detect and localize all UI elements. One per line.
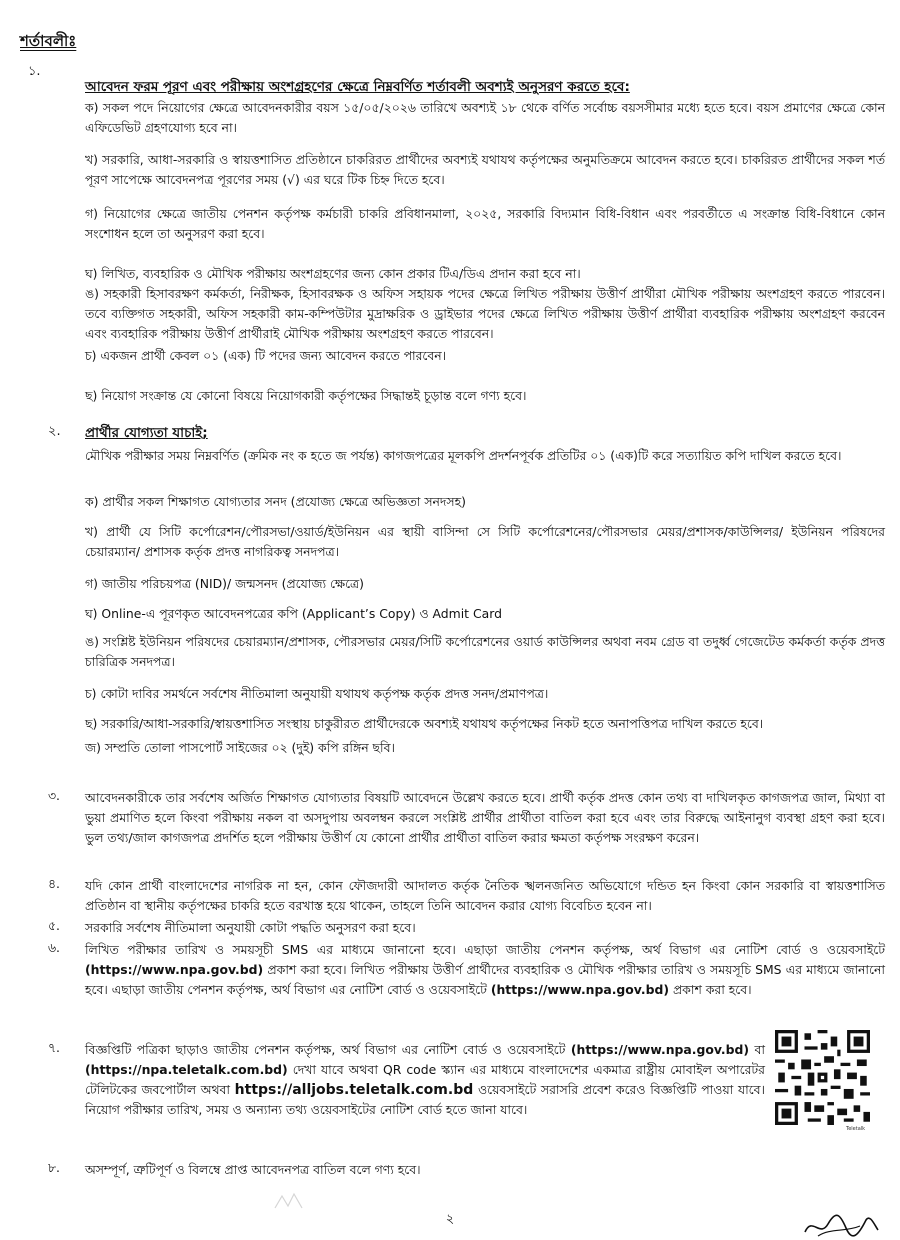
point-6-link-a[interactable]: (https://www.npa.gov.bd) — [85, 962, 264, 977]
point-7-text-a: বিজ্ঞপ্তিটি পত্রিকা ছাড়াও জাতীয় পেনশন কর্তৃপক্ষ, অর্থ বিভাগ এর নোটিশ বোর্ড ও ওয়েবসাইটে — [85, 1042, 566, 1057]
point-6-link-b[interactable]: (https://www.npa.gov.bd) — [490, 982, 669, 997]
point-4-number: ৪. — [48, 876, 60, 891]
point-7-number: ৭. — [48, 1040, 60, 1055]
point-6-number: ৬. — [48, 940, 60, 955]
point-5-number: ৫. — [48, 918, 60, 933]
point-5-text: সরকারি সর্বশেষ নীতিমালা অনুযায়ী কোটা পদ্ধতি অনুসরণ করা হবে। — [85, 920, 416, 935]
section-1-number: ১. — [28, 64, 41, 79]
page-number: ২ — [445, 1212, 455, 1227]
section-1-item-kha: খ) সরকারি, আধা-সরকারি ও স্বায়ত্তশাসিত প্রতিষ্ঠানে চাকরিরত প্রার্থীদের অবশ্যই যথাযথ কর্তৃপক্ষের অনুমতিক্রমে আবেদন করতে হবে। চাকরিরত প্রার্থীদের সকল শর্ত পূরণ সাপেক্ষে আবেদনপত্র পূরণের সময় (√) এর ঘরে টিক চিহ্ন দিতে হবে। — [85, 152, 885, 187]
qr-caption: Teletalk — [846, 1126, 866, 1132]
section-1-item-umo: ঙ) সহকারী হিসাবরক্ষণ কর্মকর্তা, নিরীক্ষক, হিসাবরক্ষক ও অফিস সহায়ক পদের ক্ষেত্রে লিখিত পরীক্ষায় উত্তীর্ণ প্রার্থীরা মৌখিক পরীক্ষায় অংশগ্রহণ করতে পারবেন। তবে ব্যক্তিগত সহকারী, অফিস সহকারী কাম-কম্পিউটার মুদ্রাক্ষরিক ও ড্রাইভার পদের ক্ষেত্রে লিখিত পরীক্ষায় উত্তীর্ণ প্রার্থীরা ব্যবহারিক পরীক্ষায় অংশগ্রহণ করবেন এবং ব্যবহারিক পরীক্ষায় উত্তীর্ণ প্রার্থীরাই মৌখিক পরীক্ষায় অংশগ্রহণ করতে পারবেন। — [85, 286, 885, 341]
section-2-item-umo: ঙ) সংশ্লিষ্ট ইউনিয়ন পরিষদের চেয়ারম্যান/প্রশাসক, পৌরসভার মেয়র/সিটি কর্পোরেশনের ওয়ার্ড কাউন্সিলর অথবা নবম গ্রেড বা তদুর্ধ্ব গেজেটেড কর্মকর্তা কর্তৃক প্রদত্ত চারিত্রিক সনদপত্র। — [85, 634, 885, 669]
section-1-item-gha: ঘ) লিখিত, ব্যবহারিক ও মৌখিক পরীক্ষায় অংশগ্রহণের জন্য কোন প্রকার টিএ/ডিএ প্রদান করা হবে না। — [85, 266, 581, 281]
point-8-text: অসম্পূর্ণ, ত্রুটিপূর্ণ ও বিলম্বে প্রাপ্ত আবেদনপত্র বাতিল বলে গণ্য হবে। — [85, 1162, 421, 1177]
section-2-number: ২. — [48, 424, 61, 439]
point-7-text-c: দেখা যাবে অথবা QR code স্ক্যান এর মাধ্যমে বাংলাদেশের একমাত্র রাষ্ট্রীয় মোবাইল অপারেটর টেলিটকের জবপোর্টাল অথবা — [85, 1062, 765, 1097]
section-2-item-ka: ক) প্রার্থীর সকল শিক্ষাগত যোগ্যতার সনদ (প্রযোজ্য ক্ষেত্রে অভিজ্ঞতা সনদসহ) — [85, 494, 466, 509]
point-7-text-d: ওয়েবসাইটে সরাসরি প্রবেশ করেও বিজ্ঞপ্তিটি পাওয়া যাবে। নিয়োগ পরীক্ষার তারিখ, সময় ও অন্যান্য তথ্য ওয়েবসাইটের নোটিশ বোর্ড হতে জানা যাবে। — [85, 1082, 765, 1117]
point-4-text: যদি কোন প্রার্থী বাংলাদেশের নাগরিক না হন, কোন ফৌজদারী আদালত কর্তৃক নৈতিক স্খলনজনিত অভিযোগে দন্ডিত হন কিংবা কোন সরকারি বা স্বায়ত্তশাসিত প্রতিষ্ঠান বা স্থানীয় কর্তৃপক্ষের চাকরি হতে বরখাস্ত হয়ে থাকেন, তাহলে তিনি আবেদন করার যোগ্য বিবেচিত হবেন না। — [85, 878, 885, 913]
section-1-item-ka: ক) সকল পদে নিয়োগের ক্ষেত্রে আবেদনকারীর বয়স ১৫/০৫/২০২৬ তারিখে অবশ্যই ১৮ থেকে বর্ণিত সর্বোচ্চ বয়সসীমার মধ্যে হতে হবে। বয়স প্রমাণের ক্ষেত্রে কোন এফিডেভিট গ্রহণযোগ্য হবে না। — [85, 100, 885, 135]
section-2-item-gha: ঘ) Online-এ পূরণকৃত আবেদনপত্রের কপি (Applicant’s Copy) ও Admit Card — [85, 606, 502, 621]
section-2-intro: মৌখিক পরীক্ষার সময় নিম্নবর্ণিত (ক্রমিক নং ক হতে জ পর্যন্ত) কাগজপত্রের মূলকপি প্রদর্শনপূর্বক প্রতিটির ০১ (এক)টি করে সত্যায়িত কপি দাখিল করতে হবে। — [85, 448, 842, 463]
handwritten-signature — [800, 1210, 880, 1240]
point-7-link-b[interactable]: (https://npa.teletalk.com.bd) — [85, 1062, 288, 1077]
point-3-text: আবেদনকারীকে তার সর্বশেষ অর্জিত শিক্ষাগত যোগ্যতার বিষয়টি আবেদনে উল্লেখ করতে হবে। প্রার্থী কর্তৃক প্রদত্ত কোন তথ্য বা দাখিলকৃত কাগজপত্র জাল, মিথ্যা বা ভুয়া প্রমাণিত হলে কিংবা পরীক্ষায় নকল বা অসদুপায় অবলম্বন করলে সংশ্লিষ্ট প্রার্থীর প্রার্থীতা বাতিল করা হবে এবং তার বিরুদ্ধে আইনানুগ ব্যবস্থা গ্রহণ করা হবে। ভুল তথ্য/জাল কাগজপত্র প্রদর্শিত হলে পরীক্ষায় উত্তীর্ণ যে কোনো প্রার্থীর প্রার্থীতা বাতিল করার ক্ষমতা কর্তৃপক্ষ সংরক্ষণ করেন। — [85, 790, 885, 845]
section-2-title: প্রার্থীর যোগ্যতা যাচাই; — [85, 425, 208, 441]
point-3-number: ৩. — [48, 788, 60, 803]
conditions-heading: শর্তাবলীঃ — [20, 32, 77, 50]
section-2-item-kha: খ) প্রার্থী যে সিটি কর্পোরেশন/পৌরসভা/ওয়ার্ড/ইউনিয়ন এর স্থায়ী বাসিন্দা সে সিটি কর্পোরেশনের/পৌরসভার মেয়র/প্রশাসক/কাউন্সিলর/ ইউনিয়ন পরিষদের চেয়ারম্যান/ প্রশাসক কর্তৃক প্রদত্ত নাগরিকত্ব সনদপত্র। — [85, 524, 885, 559]
section-2-item-cha: চ) কোটা দাবির সমর্থনে সর্বশেষ নীতিমালা অনুযায়ী যথাযথ কর্তৃপক্ষ কর্তৃক প্রদত্ত সনদ/প্রমাণপত্র। — [85, 686, 549, 701]
point-7-text-b: বা — [754, 1042, 765, 1057]
point-6-text — [85, 940, 885, 1000]
section-1-title: আবেদন ফরম পূরণ এবং পরীক্ষায় অংশগ্রহণের ক্ষেত্রে নিম্নবর্ণিত শর্তাবলী অবশ্যই অনুসরণ করতে হবে: — [85, 79, 630, 95]
section-2-item-jha: জ) সম্প্রতি তোলা পাসপোর্ট সাইজের ০২ (দুই) কপি রঙ্গিন ছবি। — [85, 740, 395, 755]
point-6-text-b: প্রকাশ করা হবে। লিখিত পরীক্ষায় উত্তীর্ণ প্রার্থীদের ব্যবহারিক ও মৌখিক পরীক্ষার তারিখ ও সময়সূচি SMS এর মাধ্যমে জানানো হবে। এছাড়া জাতীয় পেনশন কর্তৃপক্ষ, অর্থ বিভাগ এর নোটিশ বোর্ড ও ওয়েবসাইটে — [85, 962, 885, 997]
section-2-item-chha: ছ) সরকারি/আধা-সরকারি/স্বায়ত্তশাসিত সংস্থায় চাকুরীরত প্রার্থীদেরকে অবশ্যই যথাযথ কর্তৃপক্ষের নিকট হতে অনাপত্তিপত্র দাখিল করতে হবে। — [85, 716, 764, 731]
section-1-item-chha: ছ) নিয়োগ সংক্রান্ত যে কোনো বিষয়ে নিয়োগকারী কর্তৃপক্ষের সিদ্ধান্তই চূড়ান্ত বলে গণ্য হবে। — [85, 388, 527, 403]
point-7-link-a[interactable]: (https://www.npa.gov.bd) — [570, 1042, 750, 1057]
section-2-item-ga: গ) জাতীয় পরিচয়পত্র (NID)/ জন্মসনদ (প্রযোজ্য ক্ষেত্রে) — [85, 576, 364, 591]
point-7-link-c[interactable]: https://alljobs.teletalk.com.bd — [234, 1082, 474, 1098]
point-8-number: ৮. — [48, 1160, 60, 1175]
section-1-item-cha: চ) একজন প্রার্থী কেবল ০১ (এক) টি পদের জন্য আবেদন করতে পারবেন। — [85, 348, 447, 363]
section-1-item-ga: গ) নিয়োগের ক্ষেত্রে জাতীয় পেনশন কর্তৃপক্ষ কর্মচারী চাকরি প্রবিধানমালা, ২০২৫, সরকারি বিদ্যমান বিধি-বিধান এবং পরবর্তীতে এ সংক্রান্ত বিধি-বিধানে কোন সংশোধন হলে তা অনুসরণ করা হবে। — [85, 206, 885, 241]
qr-code-icon[interactable] — [775, 1030, 870, 1125]
point-6-text-c: প্রকাশ করা হবে। — [672, 982, 752, 997]
point-6-text-a: লিখিত পরীক্ষার তারিখ ও সময়সূচী SMS এর মাধ্যমে জানানো হবে। এছাড়া জাতীয় পেনশন কর্তৃপক্ষ, অর্থ বিভাগ এর নোটিশ বোর্ড ও ওয়েবসাইটে — [85, 942, 885, 957]
point-7-text — [85, 1040, 765, 1120]
